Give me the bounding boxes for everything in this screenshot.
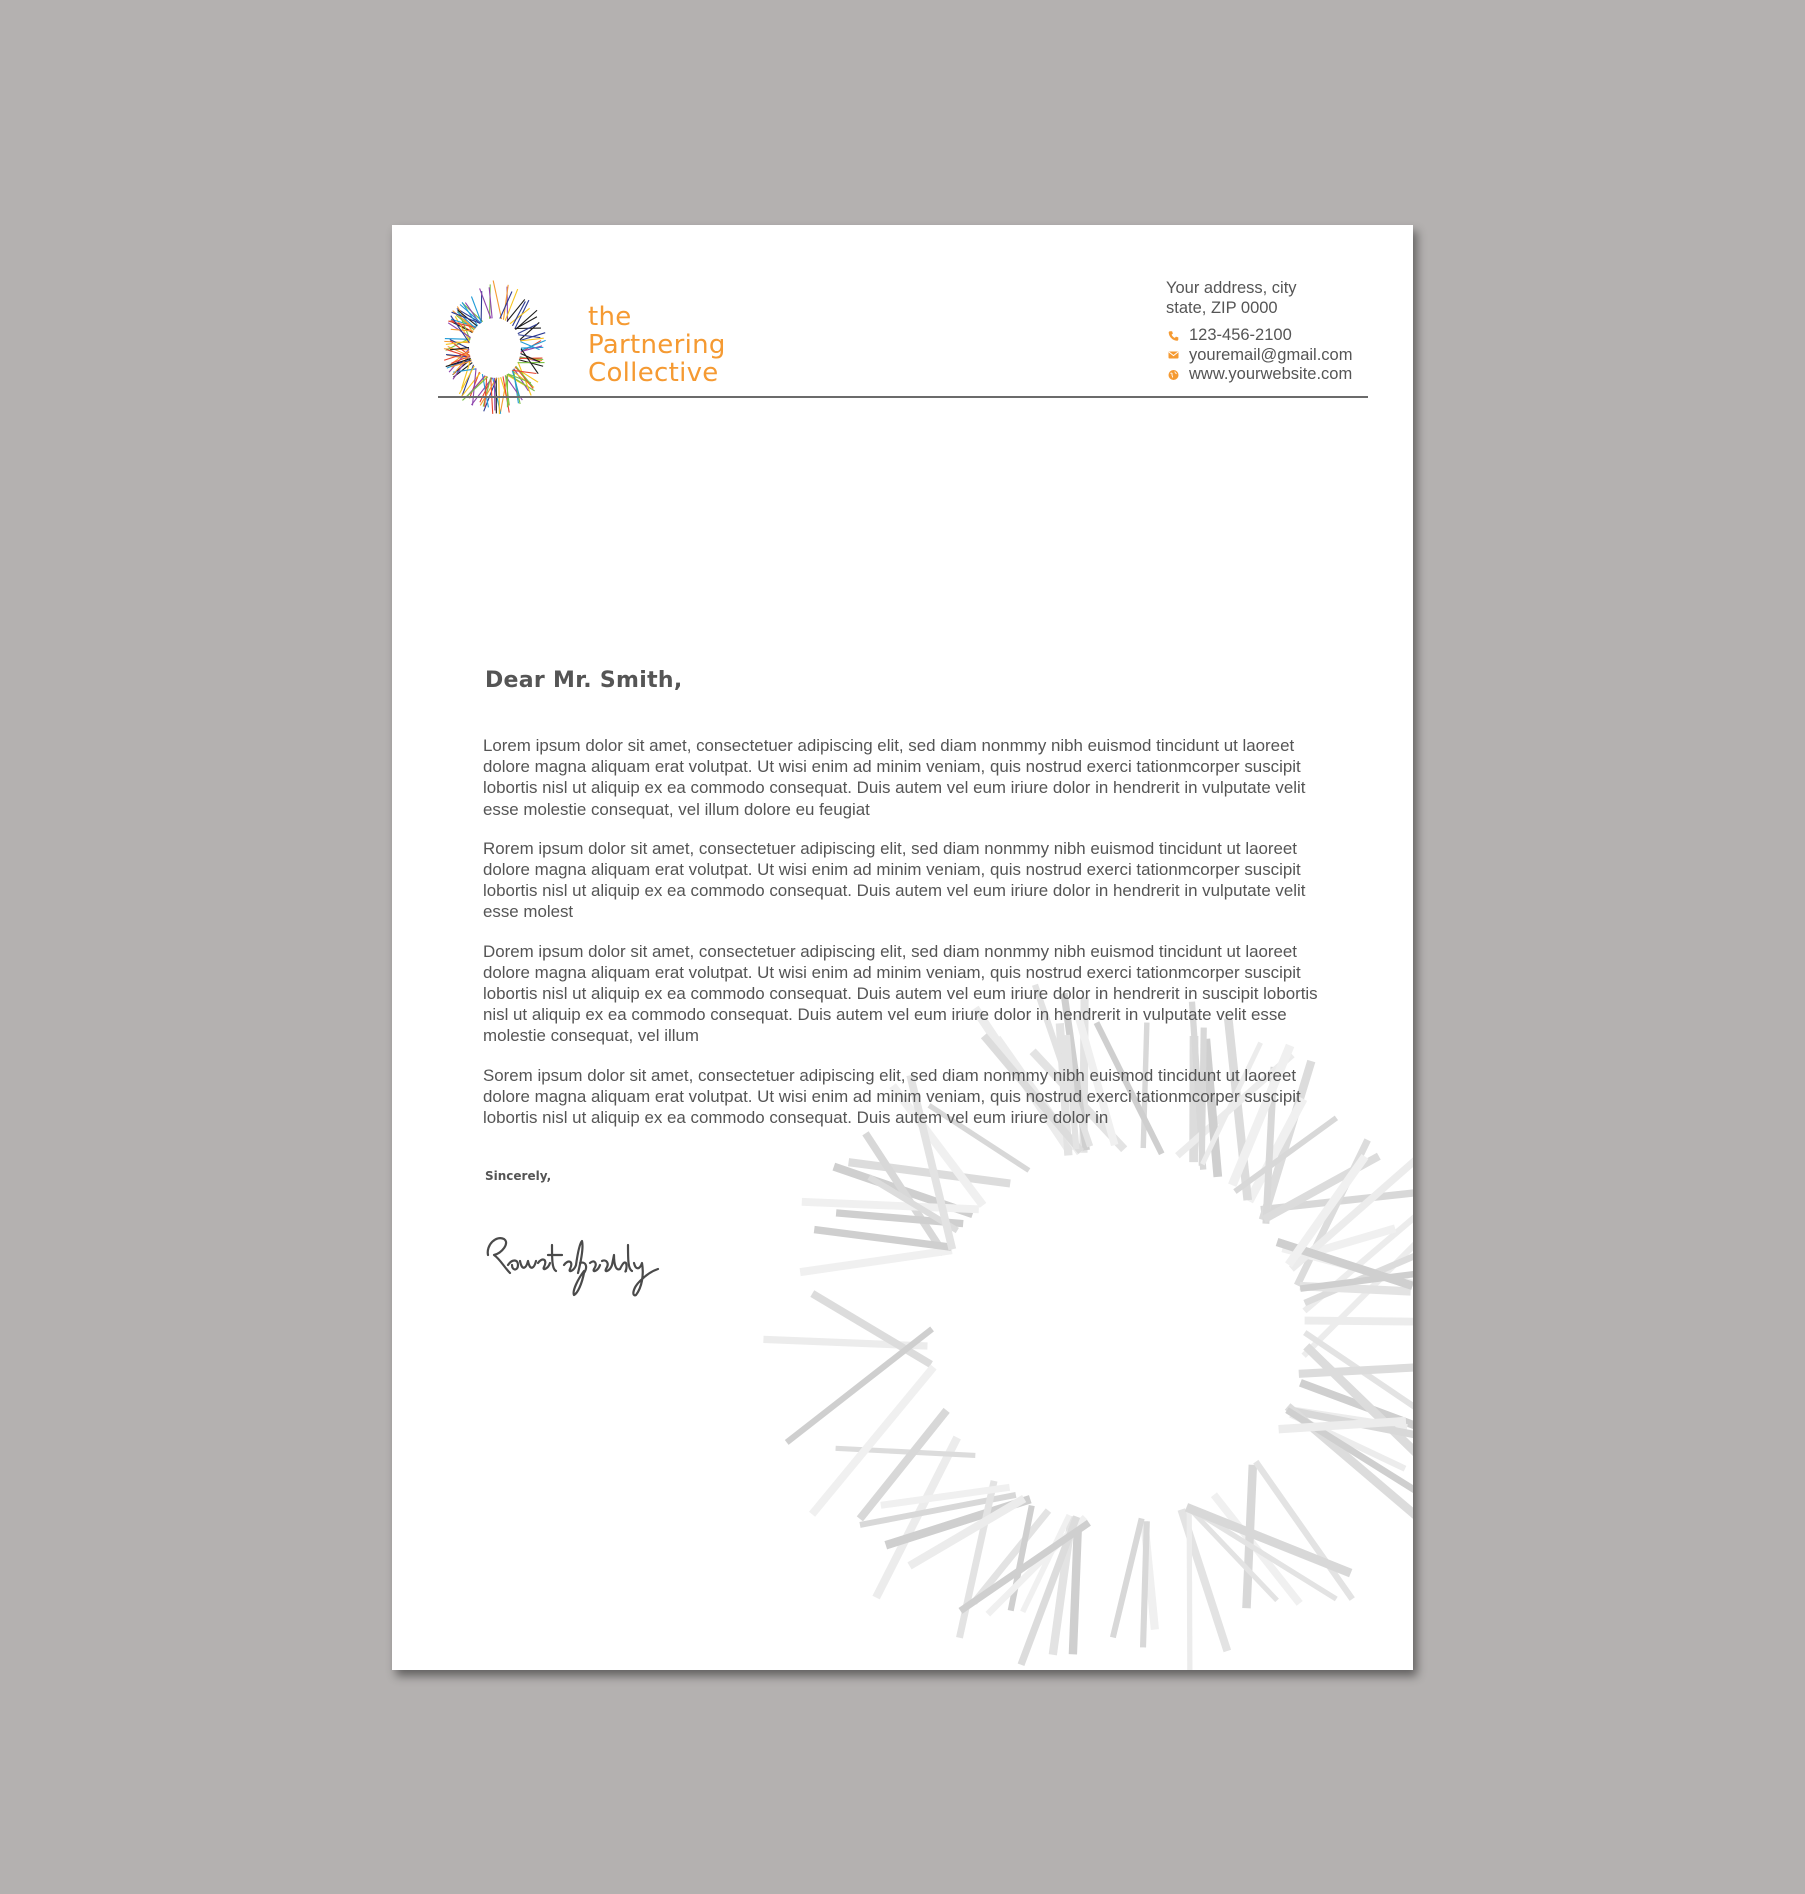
watermark-ray bbox=[800, 1250, 952, 1272]
logo-ray bbox=[481, 291, 482, 323]
logo-line-3: Collective bbox=[588, 358, 719, 388]
email-address: youremail@gmail.com bbox=[1189, 345, 1353, 364]
logo-line-1: the bbox=[588, 302, 632, 332]
logo-ray bbox=[500, 291, 512, 318]
phone-icon bbox=[1166, 330, 1181, 342]
email-row bbox=[1166, 346, 1376, 366]
watermark-ray bbox=[1073, 1519, 1078, 1654]
paragraph-1: Lorem ipsum dolor sit amet, consectetuer adipiscing elit, sed diam nonmmy nibh euismod tincidunt ut laoreet dolore magna aliquam erat volutpat. Ut wisi enim ad minim veniam, quis nostrud exerci tationmcorper suscipit lobortis nisl ut aliquip ex ea commodo consequat. Duis autem vel eum iriure dolor in hendrerit in vulputate velit esse molestie consequat, vel illum dolore eu feugiat bbox=[483, 736, 1306, 819]
salutation: Dear Mr. Smith, bbox=[485, 668, 683, 693]
watermark-ray bbox=[812, 1367, 934, 1514]
email-icon bbox=[1166, 349, 1181, 361]
logo-wordmark bbox=[588, 303, 726, 387]
letterhead-page bbox=[392, 225, 1413, 1670]
logo-line-2: Partnering bbox=[588, 330, 726, 360]
logo-ray bbox=[493, 280, 501, 319]
address bbox=[1166, 279, 1376, 318]
phone-number: 123-456-2100 bbox=[1189, 326, 1292, 344]
logo-ray bbox=[521, 347, 543, 348]
paragraph-2: Rorem ipsum dolor sit amet, consectetuer adipiscing elit, sed diam nonmmy nibh euismod tincidunt ut laoreet dolore magna aliquam erat volutpat. Ut wisi enim ad minim veniam, quis nostrud exerci tationmcorper suscipit lobortis nisl ut aliquip ex ea commodo consequat. Duis autem vel eum iriure dolor in hendrerit in vulputate velit esse molest bbox=[483, 838, 1306, 922]
paragraph-4: Sorem ipsum dolor sit amet, consectetuer adipiscing elit, sed diam nonmmy nibh euismod tincidunt ut laoreet dolore magna aliquam erat volutpat. Ut wisi enim ad minim veniam, quis nostrud exerci tationmcorper suscipit lobortis nisl ut aliquip ex ea commodo consequat. Duis autem vel eum iriure dolor in bbox=[483, 1065, 1301, 1128]
logo-ray bbox=[512, 370, 519, 397]
website-url: www.yourwebsite.com bbox=[1189, 365, 1353, 383]
contact-block bbox=[1166, 279, 1376, 385]
address-line-1: Your address, city bbox=[1166, 279, 1297, 297]
watermark-ray bbox=[1189, 1510, 1190, 1670]
watermark-ray bbox=[1143, 1521, 1147, 1647]
watermark-ray bbox=[1305, 1321, 1413, 1322]
globe-icon bbox=[1166, 369, 1181, 381]
watermark-ray bbox=[1113, 1518, 1142, 1637]
website-row bbox=[1166, 365, 1376, 385]
address-line-2: state, ZIP 0000 bbox=[1166, 298, 1278, 317]
phone-row bbox=[1166, 326, 1376, 346]
paragraph-3: Dorem ipsum dolor sit amet, consectetuer adipiscing elit, sed diam nonmmy nibh euismod tincidunt ut laoreet dolore magna aliquam erat volutpat. Ut wisi enim ad minim veniam, quis nostrud exerci tationmcorper suscipit lobortis nisl ut aliquip ex ea commodo consequat. Duis autem vel eum iriure dolor in hendrerit in suscipit lobortis nisl ut aliquip ex ea commodo consequat. Duis autem vel eum iriure dolor in hendrerit in vulputate velit esse molestie consequat, vel illum bbox=[483, 941, 1318, 1046]
watermark-ray bbox=[812, 1294, 931, 1365]
signature bbox=[482, 1225, 662, 1300]
header-divider bbox=[438, 396, 1368, 398]
logo-ray bbox=[521, 340, 546, 350]
closing: Sincerely, bbox=[485, 1169, 552, 1183]
logo-ray bbox=[510, 308, 530, 323]
letter-body bbox=[483, 735, 1323, 1146]
